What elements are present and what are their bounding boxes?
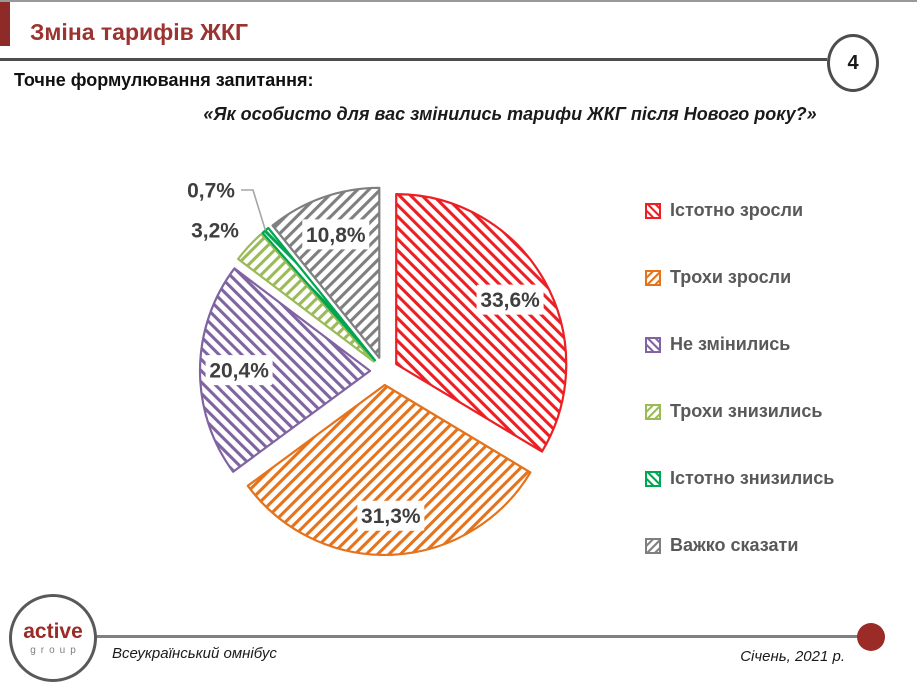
legend-swatch-icon [645, 471, 661, 487]
legend-swatch-icon [645, 538, 661, 554]
pie-label-5: 10,8% [306, 223, 366, 247]
footer-date: Січень, 2021 р. [740, 648, 845, 665]
footer-dot [857, 623, 885, 651]
legend-item-1 [645, 267, 834, 288]
page-number: 4 [847, 51, 859, 74]
legend-swatch-icon [645, 404, 661, 420]
pie-label-0: 33,6% [480, 289, 540, 313]
legend-item-0 [645, 200, 834, 221]
page-title: Зміна тарифів ЖКГ [30, 19, 249, 45]
title-accent-bar [0, 2, 10, 46]
page-number-badge [827, 34, 879, 92]
question-text: «Як особисто для вас змінились тарифи ЖКГ після Нового року?» [203, 104, 817, 124]
active-group-logo [9, 594, 97, 682]
legend-label: Істотно зросли [670, 200, 804, 220]
legend-item-3 [645, 401, 834, 422]
question-heading: Точне формулювання запитання: [14, 70, 314, 90]
label-leader-line [241, 190, 265, 230]
pie-label-3: 3,2% [191, 219, 239, 243]
chart-legend [645, 200, 834, 556]
pie-label-1: 31,3% [361, 505, 421, 529]
logo-text-group: group [30, 644, 81, 656]
legend-item-2 [645, 334, 834, 355]
legend-label: Важко сказати [670, 535, 799, 555]
logo-text-active: active [23, 619, 83, 643]
legend-item-5 [645, 535, 834, 556]
pie-label-4: 0,7% [187, 179, 235, 203]
legend-label: Трохи знизились [670, 401, 823, 421]
legend-swatch-icon [645, 203, 661, 219]
footer-survey-name: Всеукраїнський омнібус [112, 645, 277, 662]
legend-swatch-icon [645, 337, 661, 353]
footer-divider [95, 635, 872, 638]
legend-label: Трохи зросли [670, 267, 792, 287]
header-divider [0, 58, 827, 61]
pie-label-2: 20,4% [209, 359, 269, 383]
legend-swatch-icon [645, 270, 661, 286]
legend-label: Істотно знизились [670, 468, 835, 488]
pie-chart [150, 164, 630, 582]
legend-label: Не змінились [670, 334, 791, 354]
legend-item-4 [645, 468, 834, 489]
